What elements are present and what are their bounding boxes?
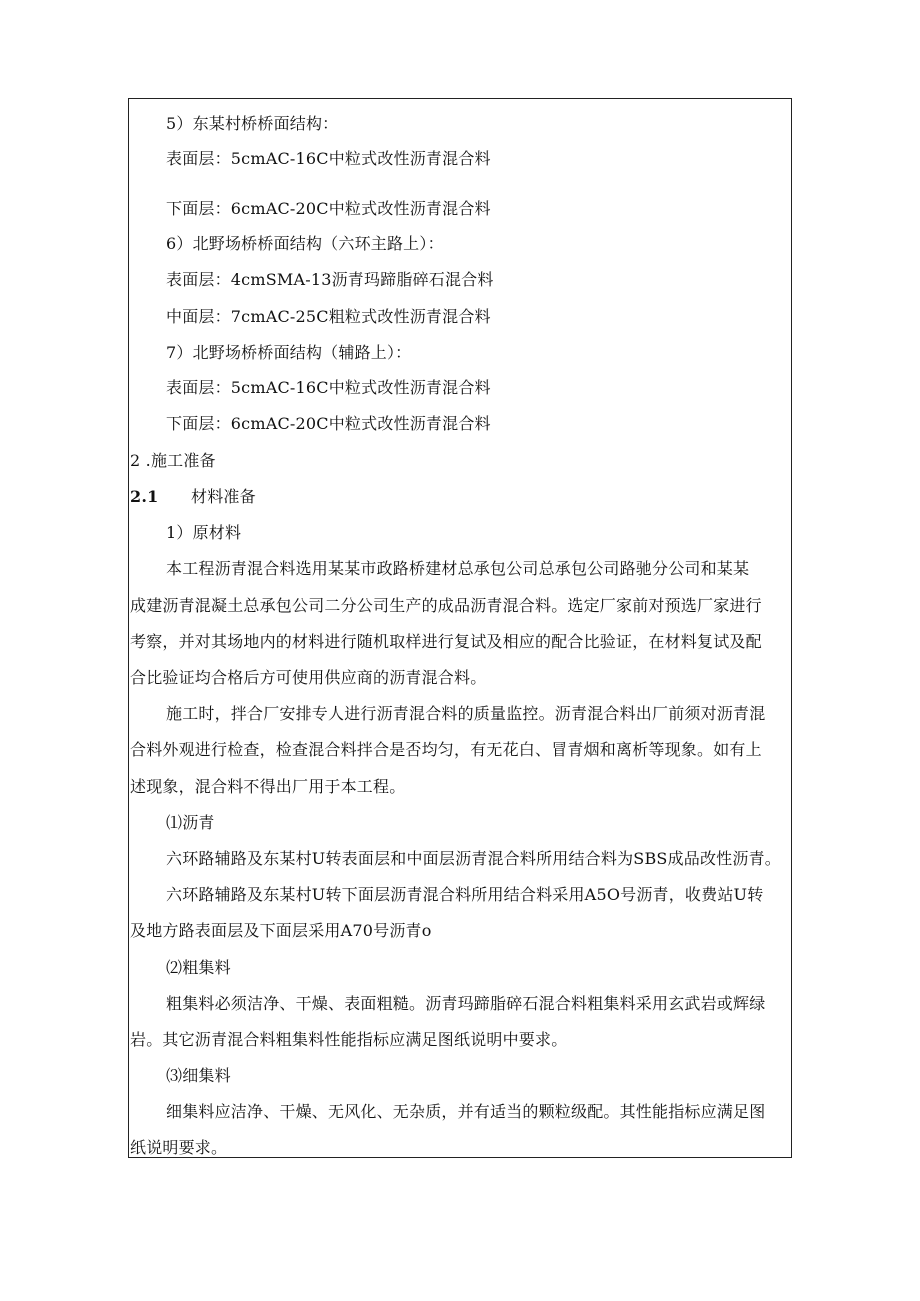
paragraph-5-line-2: 岩。其它沥青混合料粗集料性能指标应满足图纸说明中要求。: [130, 1030, 568, 1049]
paragraph-2-line-2: 合料外观进行检查，检查混合料拌合是否均匀，有无花白、冒青烟和离析等现象。如有上: [130, 740, 762, 759]
item7-surface-layer: 表面层：5cmAC-16C中粒式改性沥青混合料: [166, 378, 491, 397]
section-2-1-heading: [130, 487, 256, 507]
coarse-aggregate-title: ⑵粗集料: [166, 958, 231, 977]
item6-surface-layer: 表面层：4cmSMA-13沥青玛蹄脂碎石混合料: [166, 270, 494, 289]
fine-aggregate-title: ⑶细集料: [166, 1066, 231, 1085]
paragraph-2-line-3: 述现象，混合料不得出厂用于本工程。: [130, 777, 406, 796]
item6-title: 6）北野场桥桥面结构（六环主路上）：: [166, 234, 444, 253]
asphalt-title: ⑴沥青: [166, 813, 215, 832]
paragraph-1-line-2: 成建沥青混凝土总承包公司二分公司生产的成品沥青混合料。选定厂家前对预选厂家进行: [130, 596, 762, 615]
paragraph-5-line-1: 粗集料必须洁净、干燥、表面粗糙。沥青玛蹄脂碎石混合料粗集料采用玄武岩或辉绿: [166, 994, 766, 1013]
paragraph-3-line-1: 六环路辅路及东某村U转表面层和中面层沥青混合料所用结合料为SBS成品改性沥青。: [166, 849, 781, 868]
paragraph-1-line-3: 考察，并对其场地内的材料进行随机取样进行复试及相应的配合比验证，在材料复试及配: [130, 632, 762, 651]
item7-title: 7）北野场桥桥面结构（辅路上）：: [166, 343, 412, 362]
section-2-title: 2 .施工准备: [130, 451, 216, 470]
paragraph-1-line-1: 本工程沥青混合料选用某某市政路桥建材总承包公司总承包公司路驰分公司和某某: [166, 559, 750, 578]
item6-middle-layer: 中面层：7cmAC-25C粗粒式改性沥青混合料: [166, 307, 491, 326]
paragraph-6-line-2: 纸说明要求。: [130, 1138, 228, 1157]
item5-lower-layer: 下面层：6cmAC-20C中粒式改性沥青混合料: [166, 199, 491, 218]
paragraph-1-line-4: 合比验证均合格后方可使用供应商的沥青混合料。: [130, 668, 487, 687]
section-2-heading: [130, 451, 216, 471]
section-2-1-title: 材料准备: [191, 487, 256, 506]
item7-lower-layer: 下面层：6cmAC-20C中粒式改性沥青混合料: [166, 414, 491, 433]
raw-materials-title: 1）原材料: [166, 523, 242, 542]
section-2-1-number: 2.1: [130, 487, 159, 506]
paragraph-4-line-1: 六环路辅路及东某村U转下面层沥青混合料所用结合料采用A5O号沥青，收费站U转: [166, 885, 764, 904]
paragraph-2-line-1: 施工时，拌合厂安排专人进行沥青混合料的质量监控。沥青混合料出厂前须对沥青混: [166, 704, 766, 723]
item5-surface-layer: 表面层：5cmAC-16C中粒式改性沥青混合料: [166, 149, 491, 168]
paragraph-4-line-2: 及地方路表面层及下面层采用A70号沥青o: [130, 921, 432, 940]
item5-title: 5）东某村桥桥面结构：: [166, 114, 339, 133]
paragraph-6-line-1: 细集料应洁净、干燥、无风化、无杂质，并有适当的颗粒级配。其性能指标应满足图: [166, 1102, 766, 1121]
